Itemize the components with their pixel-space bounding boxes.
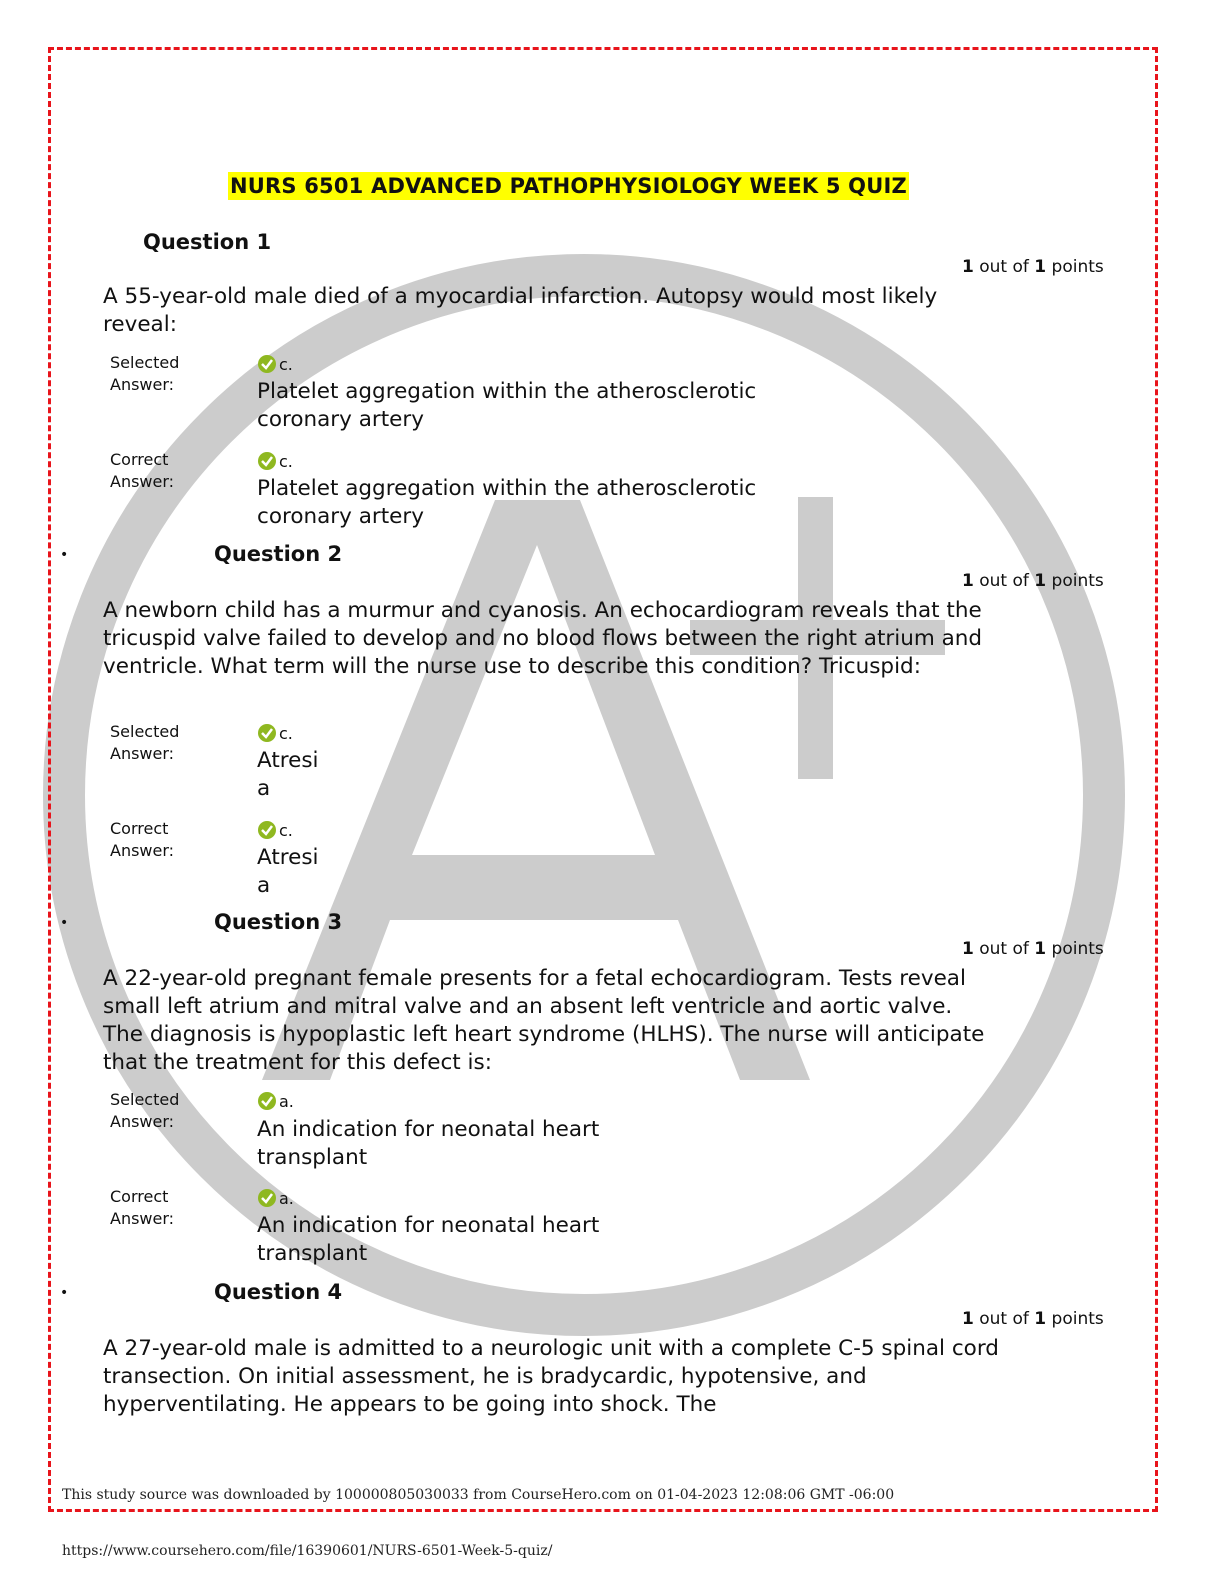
correct-answer-letter: c. [257, 820, 293, 840]
selected-answer-letter: c. [257, 354, 293, 374]
source-url[interactable]: https://www.coursehero.com/file/16390601/NURS-6501-Week-5-quiz/ [62, 1543, 553, 1559]
selected-answer-text: An indication for neonatal heart transplant [257, 1117, 600, 1170]
bullet: • [60, 547, 69, 563]
question-1-points: 1 out of 1 points [962, 257, 1104, 277]
question-3-points: 1 out of 1 points [962, 939, 1104, 959]
page-title: NURS 6501 ADVANCED PATHOPHYSIOLOGY WEEK 5 QUIZ [230, 174, 907, 198]
correct-answer-label: Correct Answer: [110, 819, 175, 860]
correct-answer-label: Correct Answer: [110, 1187, 175, 1228]
bullet: • [60, 915, 69, 931]
check-icon [257, 1091, 277, 1111]
bullet: • [60, 1285, 69, 1301]
question-2-heading: Question 2 [214, 542, 343, 566]
question-3-text: A 22-year-old pregnant female presents for a fetal echocardiogram. Tests reveal small left atrium and mitral valve and an absent left ventricle and aortic valve. The diagnosis is hypoplastic left heart syndrome (HLHS). The nurse will anticipate that the treatment for this defect is: [103, 966, 985, 1075]
question-1-text: A 55-year-old male died of a myocardial infarction. Autopsy would most likely reveal: [103, 284, 938, 337]
check-icon [257, 723, 277, 743]
check-icon [257, 820, 277, 840]
selected-answer-letter: c. [257, 723, 293, 743]
check-icon [257, 354, 277, 374]
question-3-heading: Question 3 [214, 910, 343, 934]
selected-answer-letter: a. [257, 1091, 294, 1111]
correct-answer-text: Platelet aggregation within the atherosclerotic coronary artery [257, 476, 757, 529]
question-4-heading: Question 4 [214, 1280, 343, 1304]
check-icon [257, 451, 277, 471]
correct-answer-text: Atresia [257, 845, 319, 898]
selected-answer-label: Selected Answer: [110, 722, 180, 763]
check-icon [257, 1188, 277, 1208]
correct-answer-letter: a. [257, 1188, 294, 1208]
selected-answer-text: Platelet aggregation within the atherosclerotic coronary artery [257, 379, 757, 432]
question-1-heading: Question 1 [143, 230, 272, 254]
question-2-points: 1 out of 1 points [962, 571, 1104, 591]
correct-answer-letter: c. [257, 451, 293, 471]
selected-answer-text: Atresia [257, 748, 319, 801]
correct-answer-label: Correct Answer: [110, 450, 175, 491]
correct-answer-text: An indication for neonatal heart transplant [257, 1213, 600, 1266]
selected-answer-label: Selected Answer: [110, 353, 180, 394]
question-2-text: A newborn child has a murmur and cyanosis. An echocardiogram reveals that the tricuspid valve failed to develop and no blood flows between the right atrium and ventricle. What term will the nurse use to describe this condition? Tricuspid: [103, 598, 983, 679]
selected-answer-label: Selected Answer: [110, 1090, 180, 1131]
question-4-points: 1 out of 1 points [962, 1309, 1104, 1329]
question-4-text: A 27-year-old male is admitted to a neurologic unit with a complete C-5 spinal cord transection. On initial assessment, he is bradycardic, hypotensive, and hyperventilating. He appears to be going into shock. The [103, 1336, 999, 1417]
download-notice: This study source was downloaded by 100000805030033 from CourseHero.com on 01-04-2023 12:08:06 GMT -06:00 [62, 1487, 895, 1503]
